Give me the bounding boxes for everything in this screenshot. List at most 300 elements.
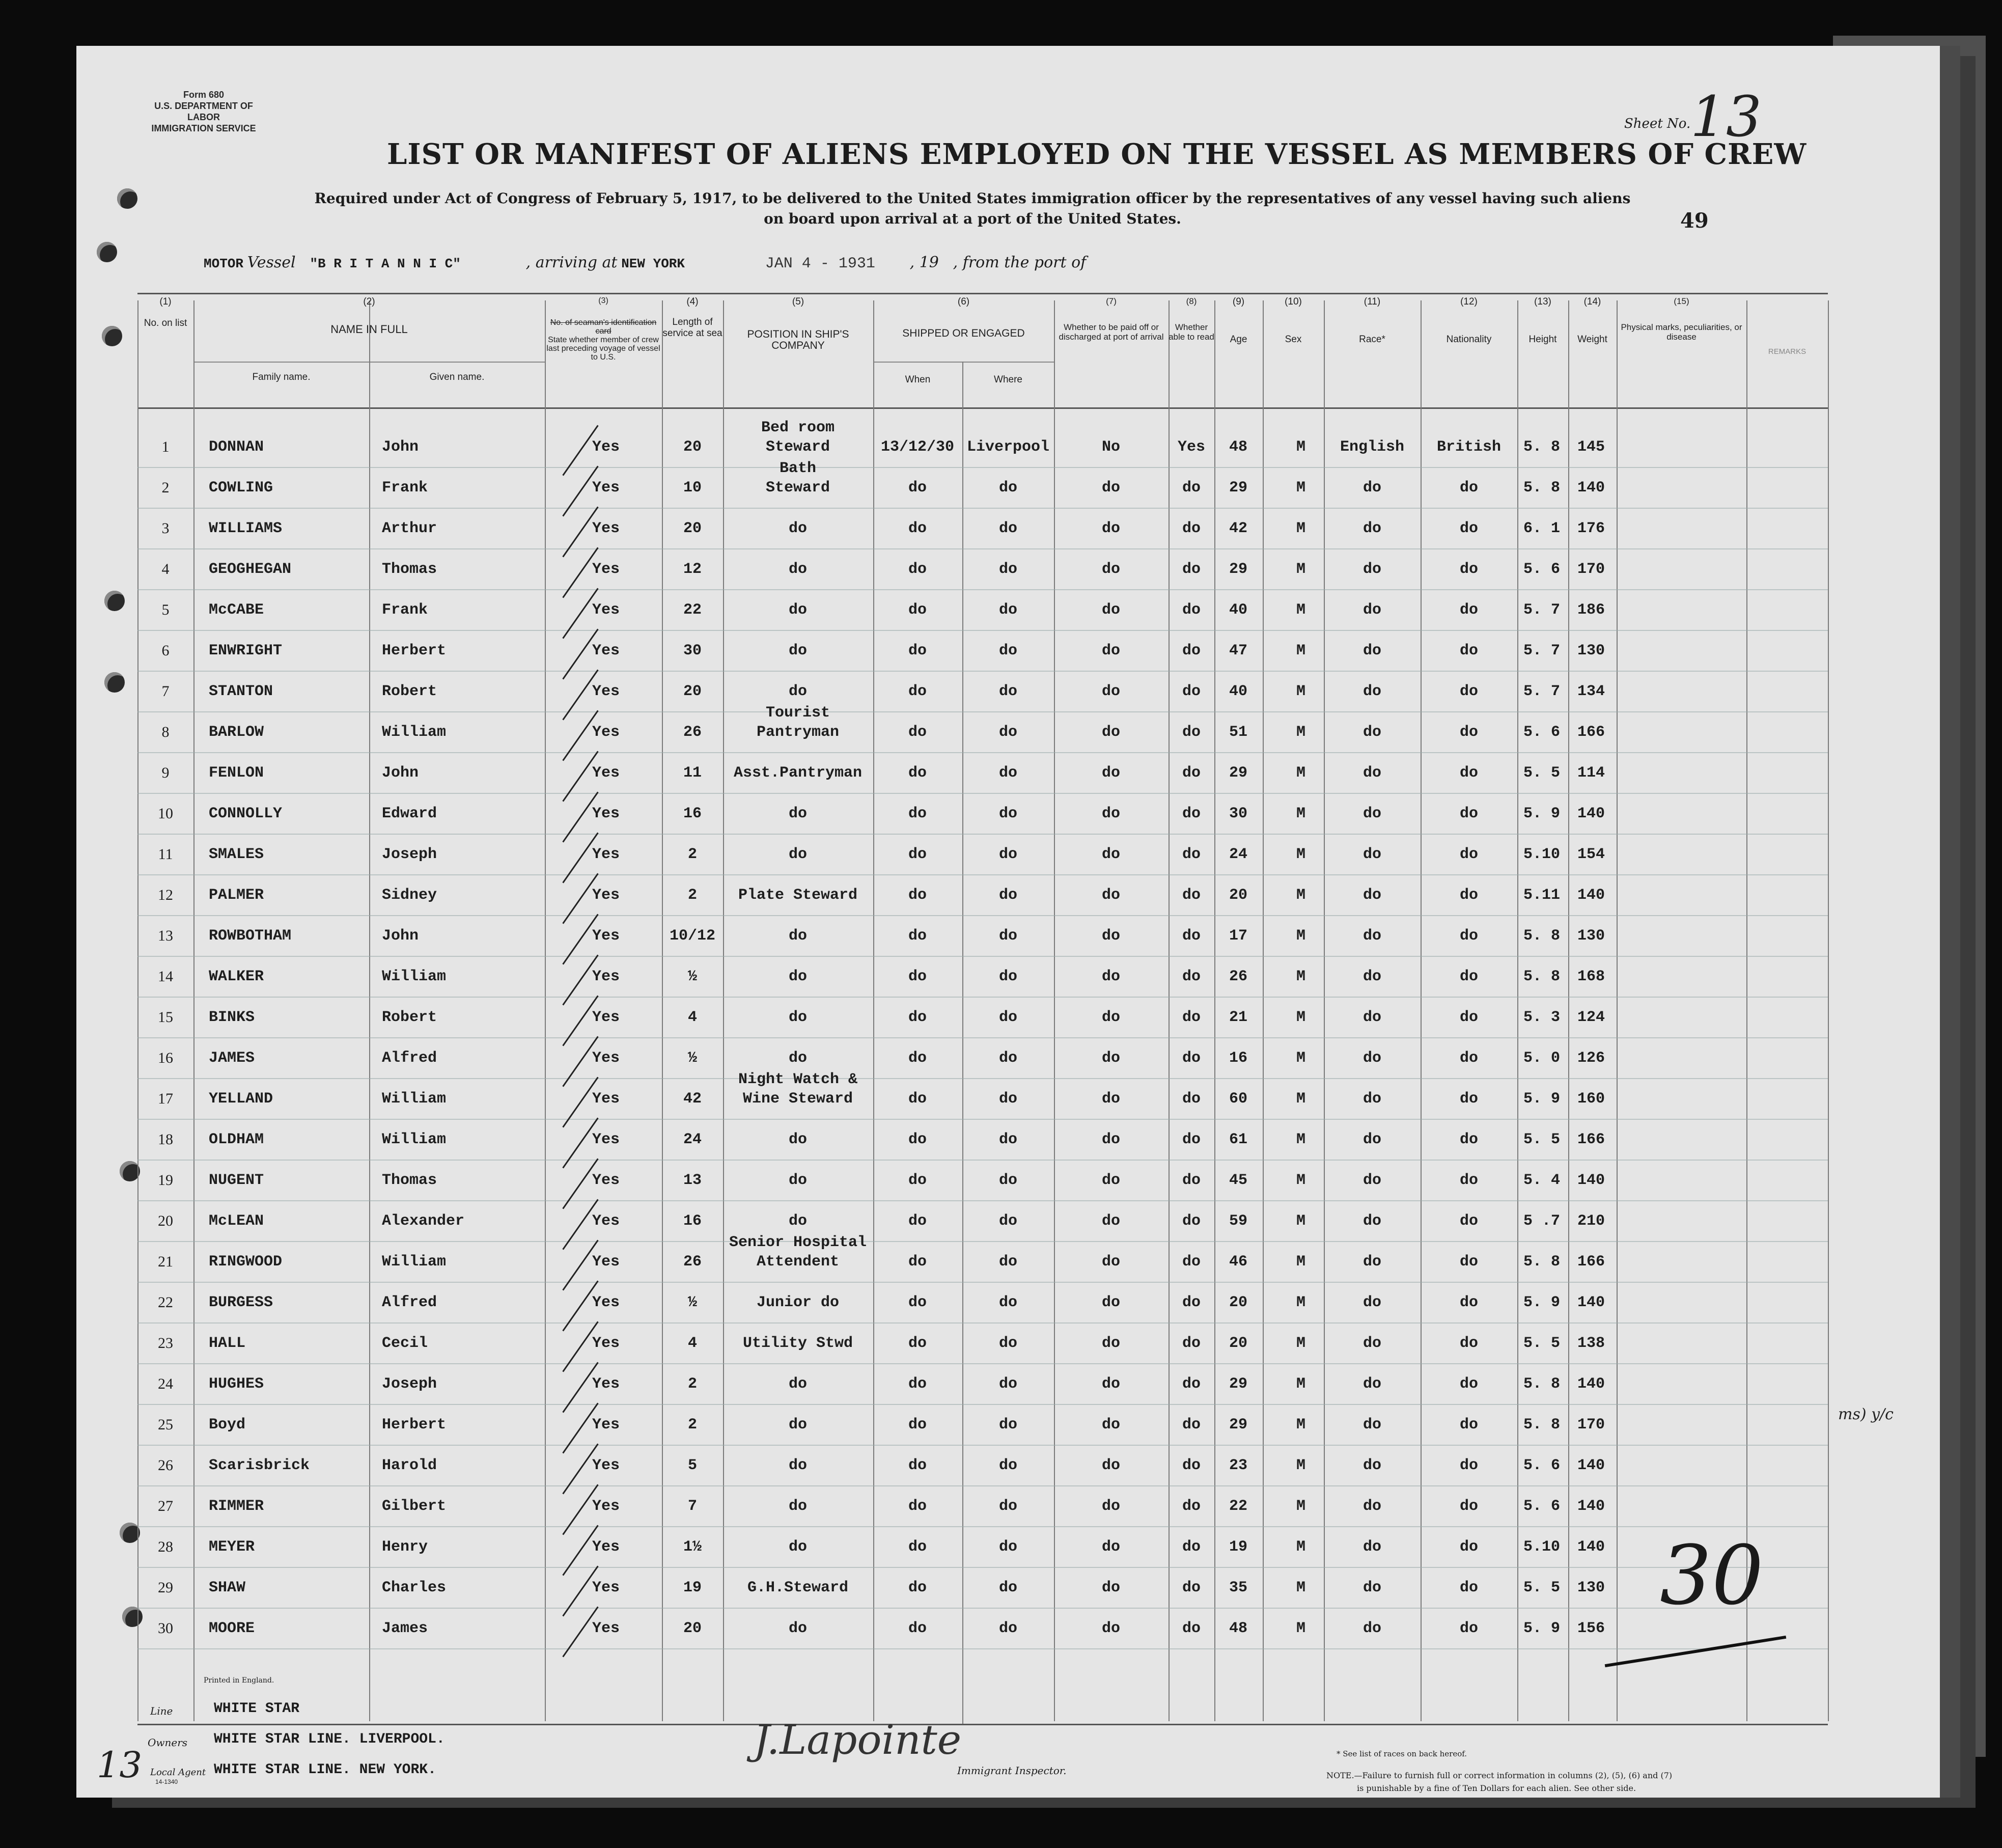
cell-when: do [908, 1212, 927, 1230]
cell-where: do [998, 724, 1018, 741]
cell-weight: 114 [1577, 764, 1605, 782]
col-3-header [545, 296, 662, 362]
cell-weight: 130 [1577, 642, 1605, 659]
subtitle-line-1: Required under Act of Congress of February 5, 1917, to be delivered to the United States immigration officer by the representatives of any vessel having such aliens [314, 190, 1631, 207]
cell-height: 5. 8 [1523, 438, 1561, 456]
cell-read: do [1182, 1538, 1201, 1556]
cell-no: 30 [158, 1620, 173, 1637]
row-rule [137, 956, 1828, 957]
cell-weight: 140 [1577, 1294, 1605, 1311]
cell-family: MEYER [209, 1538, 255, 1556]
cell-read: do [1182, 1335, 1201, 1352]
cell-prev: Yes [592, 846, 620, 863]
row-rule [137, 1322, 1828, 1323]
cell-age: 40 [1229, 601, 1248, 619]
cell-no: 27 [158, 1498, 173, 1514]
column-rule [1263, 300, 1264, 1721]
cell-given: Cecil [382, 1335, 428, 1352]
cell-family: McCABE [209, 601, 264, 619]
cell-read: do [1182, 1579, 1201, 1596]
row-rule [137, 1241, 1828, 1242]
page-number: 49 [1680, 209, 1709, 233]
cell-given: William [382, 1253, 447, 1271]
cell-weight: 166 [1577, 1253, 1605, 1271]
cell-prev: Yes [592, 1212, 620, 1230]
cell-given: Charles [382, 1579, 447, 1596]
cell-position: do [788, 642, 808, 659]
cell-service: 20 [683, 683, 702, 700]
cell-position: do [788, 927, 808, 945]
cell-position: do [788, 683, 808, 700]
cell-weight: 140 [1577, 479, 1605, 497]
cell-where: do [998, 1538, 1018, 1556]
cell-weight: 166 [1577, 724, 1605, 741]
column-rule [1828, 300, 1829, 1721]
cell-prev: Yes [592, 1253, 620, 1271]
row-rule [137, 1648, 1828, 1649]
cell-read: do [1182, 1009, 1201, 1026]
row-rule [137, 1526, 1828, 1527]
cell-weight: 170 [1577, 1416, 1605, 1433]
cell-prev: Yes [592, 1294, 620, 1311]
subtitle [285, 188, 1660, 229]
cell-where: Liverpool [966, 438, 1050, 456]
column-rule [193, 300, 194, 1721]
races-note: * See list of races on back hereof. [1337, 1749, 1467, 1758]
cell-given: Thomas [382, 561, 437, 578]
cell-sex: M [1296, 1457, 1306, 1474]
cell-position-line1: Senior Hospital [729, 1234, 867, 1251]
cell-nat: do [1459, 724, 1479, 741]
cell-prev: Yes [592, 1090, 620, 1108]
cell-weight: 140 [1577, 1375, 1605, 1393]
cell-height: 5. 8 [1523, 927, 1561, 945]
cell-family: DONNAN [209, 438, 264, 456]
cell-given: James [382, 1620, 428, 1637]
cell-height: 6. 1 [1523, 520, 1561, 537]
given-name-header: Given name. [429, 372, 485, 382]
cell-weight: 210 [1577, 1212, 1605, 1230]
cell-family: McLEAN [209, 1212, 264, 1230]
cell-race: do [1363, 1212, 1382, 1230]
cell-paid: do [1101, 724, 1121, 741]
cell-service: 20 [683, 1620, 702, 1637]
cell-race: do [1363, 1538, 1382, 1556]
cell-prev: Yes [592, 805, 620, 822]
cell-read: do [1182, 1457, 1201, 1474]
col-7-header [1054, 296, 1169, 342]
cell-age: 61 [1229, 1131, 1248, 1148]
cell-service: 16 [683, 1212, 702, 1230]
cell-paid: do [1101, 1131, 1121, 1148]
cell-weight: 134 [1577, 683, 1605, 700]
column-rule [137, 300, 138, 1721]
cell-position: do [788, 601, 808, 619]
cell-given: Frank [382, 601, 428, 619]
cell-where: do [998, 601, 1018, 619]
cell-weight: 160 [1577, 1090, 1605, 1108]
cell-prev: Yes [592, 479, 620, 497]
cell-sex: M [1296, 520, 1306, 537]
cell-when: do [908, 1294, 927, 1311]
cell-nat: do [1459, 764, 1479, 782]
cell-paid: do [1101, 683, 1121, 700]
cell-paid: do [1101, 520, 1121, 537]
col-9-number: (9) [1232, 296, 1245, 307]
table-bottom-border [137, 1724, 1828, 1725]
cell-height: 5. 6 [1523, 724, 1561, 741]
cell-given: Frank [382, 479, 428, 497]
cell-sex: M [1296, 805, 1306, 822]
cell-read: do [1182, 1498, 1201, 1515]
cell-sex: M [1296, 601, 1306, 619]
cell-nat: do [1459, 1009, 1479, 1026]
cell-when: do [908, 1253, 927, 1271]
punch-hole [102, 326, 122, 346]
where-header: Where [994, 374, 1022, 385]
cell-prev: Yes [592, 724, 620, 741]
cell-age: 47 [1229, 642, 1248, 659]
cell-given: Thomas [382, 1172, 437, 1189]
cell-paid: do [1101, 1579, 1121, 1596]
when-header: When [905, 374, 931, 385]
cell-nat: do [1459, 520, 1479, 537]
cell-read: do [1182, 1294, 1201, 1311]
cell-when: do [908, 764, 927, 782]
cell-age: 29 [1229, 479, 1248, 497]
cell-family: COWLING [209, 479, 273, 497]
cell-service: 26 [683, 724, 702, 741]
cell-paid: do [1101, 1620, 1121, 1637]
col-15-number: (15) [1674, 296, 1689, 306]
cell-race: do [1363, 642, 1382, 659]
cell-age: 60 [1229, 1090, 1248, 1108]
cell-weight: 186 [1577, 601, 1605, 619]
cell-sex: M [1296, 1538, 1306, 1556]
column-rule [1324, 300, 1325, 1721]
cell-nat: do [1459, 1253, 1479, 1271]
cell-sex: M [1296, 561, 1306, 578]
cell-read: do [1182, 968, 1201, 985]
cell-weight: 140 [1577, 887, 1605, 904]
col-15-label: Physical marks, peculiarities, or disease [1621, 322, 1742, 342]
cell-height: 5. 5 [1523, 1131, 1561, 1148]
cell-paid: do [1101, 927, 1121, 945]
cell-nat: do [1459, 968, 1479, 985]
cell-given: Henry [382, 1538, 428, 1556]
cell-no: 25 [158, 1416, 173, 1433]
cell-nat: do [1459, 846, 1479, 863]
line-label: Line [150, 1705, 173, 1717]
cell-age: 20 [1229, 887, 1248, 904]
row-rule [137, 1445, 1828, 1446]
cell-where: do [998, 1050, 1018, 1067]
cell-height: 5. 4 [1523, 1172, 1561, 1189]
col-11-number: (11) [1364, 296, 1381, 307]
cell-paid: do [1101, 887, 1121, 904]
column-rule [545, 300, 546, 1721]
cell-position: do [788, 561, 808, 578]
cell-race: do [1363, 1335, 1382, 1352]
cell-position: do [788, 1212, 808, 1230]
cell-weight: 176 [1577, 520, 1605, 537]
cell-no: 22 [158, 1294, 173, 1311]
cell-when: do [908, 520, 927, 537]
cell-no: 1 [161, 438, 170, 455]
col-6-label: SHIPPED OR ENGAGED [902, 327, 1025, 339]
cell-position: do [788, 1498, 808, 1515]
cell-read: do [1182, 601, 1201, 619]
cell-no: 14 [158, 968, 173, 985]
cell-no: 11 [158, 846, 173, 863]
cell-read: do [1182, 1375, 1201, 1393]
cell-age: 42 [1229, 520, 1248, 537]
cell-paid: do [1101, 1375, 1121, 1393]
cell-family: ENWRIGHT [209, 642, 283, 659]
cell-height: 5. 0 [1523, 1050, 1561, 1067]
cell-position: do [788, 1457, 808, 1474]
cell-nat: do [1459, 1416, 1479, 1433]
cell-given: Arthur [382, 520, 437, 537]
col-1-number: (1) [159, 296, 172, 307]
vessel-label: Vessel [247, 254, 296, 271]
cell-given: Sidney [382, 887, 437, 904]
cell-when: do [908, 1620, 927, 1637]
row-rule [137, 1078, 1828, 1079]
cell-sex: M [1296, 1498, 1306, 1515]
cell-when: do [908, 887, 927, 904]
cell-position: do [788, 1375, 808, 1393]
cell-given: Herbert [382, 1416, 447, 1433]
cell-paid: do [1101, 1090, 1121, 1108]
cell-age: 21 [1229, 1009, 1248, 1026]
cell-height: 5. 7 [1523, 601, 1561, 619]
sheet-number: 13 [1690, 84, 1762, 149]
cell-sex: M [1296, 1579, 1306, 1596]
cell-weight: 130 [1577, 1579, 1605, 1596]
cell-nat: do [1459, 805, 1479, 822]
cell-where: do [998, 846, 1018, 863]
shipped-subheader-rule [873, 362, 1054, 363]
cell-service: 13 [683, 1172, 702, 1189]
cell-no: 18 [158, 1131, 173, 1148]
column-rule [723, 300, 724, 1721]
cell-prev: Yes [592, 1335, 620, 1352]
cell-sex: M [1296, 479, 1306, 497]
cell-paid: do [1101, 1050, 1121, 1067]
cell-where: do [998, 887, 1018, 904]
col-2-number: (2) [363, 296, 375, 307]
punch-hole [120, 1161, 140, 1181]
cell-position: do [788, 520, 808, 537]
cell-no: 9 [161, 764, 170, 781]
cell-prev: Yes [592, 1620, 620, 1637]
cell-where: do [998, 1009, 1018, 1026]
cell-where: do [998, 520, 1018, 537]
cell-race: do [1363, 1172, 1382, 1189]
cell-paid: do [1101, 1253, 1121, 1271]
cell-position: G.H.Steward [747, 1579, 849, 1596]
punch-hole [104, 591, 125, 611]
cell-sex: M [1296, 1131, 1306, 1148]
cell-given: Herbert [382, 642, 447, 659]
cell-when: do [908, 805, 927, 822]
cell-weight: 140 [1577, 805, 1605, 822]
cell-position: do [788, 805, 808, 822]
cell-age: 23 [1229, 1457, 1248, 1474]
cell-read: do [1182, 683, 1201, 700]
cell-age: 30 [1229, 805, 1248, 822]
cell-prev: Yes [592, 520, 620, 537]
cell-height: 5. 7 [1523, 642, 1561, 659]
cell-prev: Yes [592, 561, 620, 578]
agent-value: WHITE STAR LINE. NEW YORK. [214, 1762, 436, 1778]
sheet-label: Sheet No. [1624, 116, 1691, 131]
cell-prev: Yes [592, 764, 620, 782]
cell-race: do [1363, 1375, 1382, 1393]
cell-prev: Yes [592, 1375, 620, 1393]
cell-service: ½ [687, 1050, 698, 1067]
cell-race: do [1363, 724, 1382, 741]
cell-service: 24 [683, 1131, 702, 1148]
cell-when: do [908, 1009, 927, 1026]
cell-no: 26 [158, 1457, 173, 1474]
arriving-label: , arriving at [525, 254, 618, 271]
cell-nat: do [1459, 1457, 1479, 1474]
cell-service: 7 [687, 1498, 698, 1515]
owners-label: Owners [148, 1736, 188, 1749]
cell-sex: M [1296, 1172, 1306, 1189]
cell-when: do [908, 1335, 927, 1352]
row-rule [137, 548, 1828, 549]
row-rule [137, 874, 1828, 875]
cell-age: 29 [1229, 561, 1248, 578]
cell-family: Boyd [209, 1416, 246, 1433]
column-rule [1054, 300, 1055, 1721]
cell-service: 5 [687, 1457, 698, 1474]
cell-family: WILLIAMS [209, 520, 283, 537]
cell-no: 28 [158, 1538, 173, 1555]
cell-when: do [908, 1131, 927, 1148]
cell-nat: do [1459, 887, 1479, 904]
col-15-header [1617, 296, 1746, 342]
punch-hole [97, 242, 117, 262]
left-margin-mark: 13 [97, 1744, 143, 1786]
cell-service: 19 [683, 1579, 702, 1596]
cell-weight: 156 [1577, 1620, 1605, 1637]
cell-nat: do [1459, 1498, 1479, 1515]
row-rule [137, 997, 1828, 998]
cell-when: do [908, 601, 927, 619]
note-line-2: is punishable by a fine of Ten Dollars for each alien. See other side. [1357, 1783, 1636, 1793]
cell-when: do [908, 1498, 927, 1515]
cell-service: 42 [683, 1090, 702, 1108]
cell-height: 5.10 [1523, 846, 1561, 863]
col-8-label: Whether able to read [1169, 322, 1214, 342]
cell-given: John [382, 438, 419, 456]
cell-race: do [1363, 805, 1382, 822]
cell-race: do [1363, 764, 1382, 782]
cell-position-line1: Tourist [765, 704, 830, 722]
cell-where: do [998, 683, 1018, 700]
cell-paid: do [1101, 1212, 1121, 1230]
cell-race: do [1363, 1416, 1382, 1433]
cell-height: 5.11 [1523, 887, 1561, 904]
cell-when: 13/12/30 [880, 438, 955, 456]
col-10-number: (10) [1285, 296, 1302, 307]
cell-height: 5. 5 [1523, 764, 1561, 782]
cell-family: SMALES [209, 846, 264, 863]
cell-prev: Yes [592, 438, 620, 456]
cell-paid: No [1101, 438, 1121, 456]
cell-read: do [1182, 1050, 1201, 1067]
cell-height: 5. 6 [1523, 561, 1561, 578]
cell-height: 5. 9 [1523, 1090, 1561, 1108]
cell-prev: Yes [592, 1579, 620, 1596]
cell-family: BINKS [209, 1009, 255, 1026]
cell-read: do [1182, 642, 1201, 659]
col-4-label: Length of service at sea [662, 317, 722, 339]
cell-race: do [1363, 1498, 1382, 1515]
cell-family: RINGWOOD [209, 1253, 283, 1271]
cell-read: do [1182, 724, 1201, 741]
cell-prev: Yes [592, 927, 620, 945]
cell-read: do [1182, 561, 1201, 578]
cell-service: 10/12 [669, 927, 716, 945]
cell-height: 5 .7 [1523, 1212, 1561, 1230]
col-9-label: Age [1230, 334, 1247, 345]
cell-service: 4 [687, 1009, 698, 1026]
col-4-number: (4) [686, 296, 699, 307]
cell-paid: do [1101, 1498, 1121, 1515]
cell-where: do [998, 1579, 1018, 1596]
cell-service: ½ [687, 1294, 698, 1311]
owners-value: WHITE STAR LINE. LIVERPOOL. [214, 1731, 445, 1747]
cell-no: 3 [161, 520, 170, 537]
col-4-header [662, 296, 723, 339]
cell-weight: 130 [1577, 927, 1605, 945]
cell-age: 22 [1229, 1498, 1248, 1515]
cell-weight: 168 [1577, 968, 1605, 985]
col-14-header [1568, 296, 1617, 345]
column-rule [1214, 300, 1215, 1721]
cell-paid: do [1101, 1335, 1121, 1352]
cell-when: do [908, 724, 927, 741]
cell-when: do [908, 1416, 927, 1433]
cell-race: do [1363, 887, 1382, 904]
cell-given: William [382, 724, 447, 741]
cell-no: 2 [161, 479, 170, 496]
cell-where: do [998, 1498, 1018, 1515]
cell-weight: 154 [1577, 846, 1605, 863]
cell-prev: Yes [592, 1457, 620, 1474]
cell-read: do [1182, 887, 1201, 904]
cell-no: 12 [158, 887, 173, 903]
cell-nat: do [1459, 642, 1479, 659]
column-rule [662, 300, 663, 1721]
col-13-header [1517, 296, 1568, 345]
cell-race: do [1363, 927, 1382, 945]
row-rule [137, 1160, 1828, 1161]
punch-hole [104, 672, 125, 693]
col-8-header [1169, 296, 1214, 342]
row-rule [137, 1037, 1828, 1038]
arrival-port: NEW YORK [621, 256, 685, 271]
column-rule [1517, 300, 1518, 1721]
cell-family: PALMER [209, 887, 264, 904]
cell-nat: do [1459, 1579, 1479, 1596]
cell-paid: do [1101, 805, 1121, 822]
